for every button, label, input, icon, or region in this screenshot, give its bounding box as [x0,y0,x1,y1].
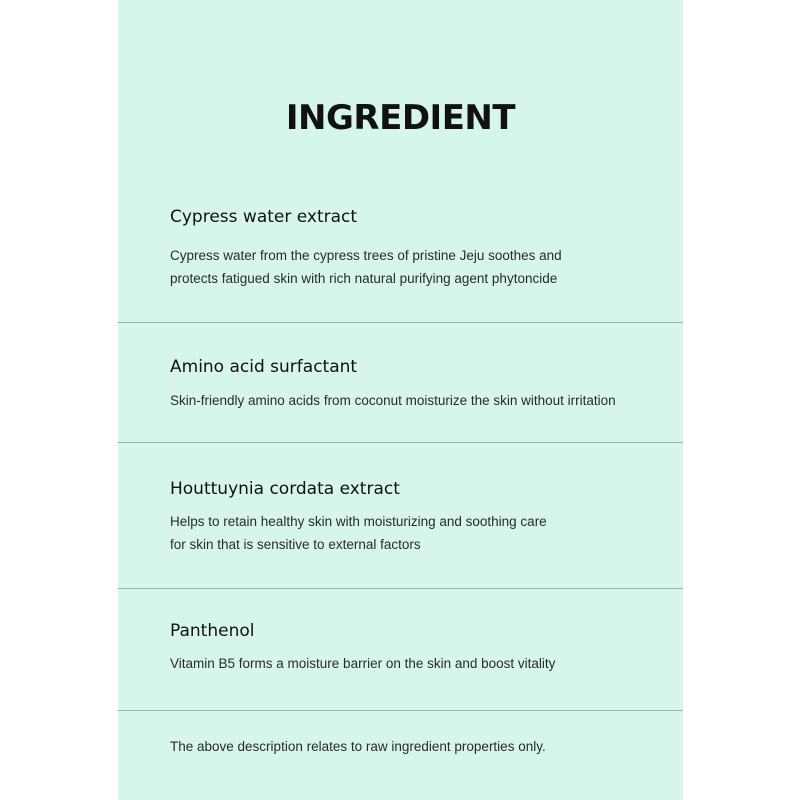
description-line: Helps to retain healthy skin with moisturizing and soothing care [170,514,547,529]
section-divider [118,442,683,443]
section-divider [118,588,683,589]
ingredient-description [170,244,670,290]
description-line: Vitamin B5 forms a moisture barrier on the skin and boost vitality [170,656,556,671]
ingredient-description [170,389,670,412]
description-line: for skin that is sensitive to external factors [170,537,421,552]
page-title: INGREDIENT [285,98,516,138]
ingredient-section-amino [170,356,670,412]
ingredient-name: Panthenol [170,621,255,641]
section-divider [118,710,683,711]
ingredient-section-houttuynia [170,478,670,556]
ingredient-name: Houttuynia cordata extract [170,479,400,499]
ingredient-section-panthenol [170,620,670,675]
disclaimer-note: The above description relates to raw ingredient properties only. [170,739,546,754]
ingredient-name: Cypress water extract [170,207,358,227]
ingredient-name: Amino acid surfactant [170,357,358,377]
description-line: Cypress water from the cypress trees of pristine Jeju soothes and [170,248,562,263]
description-line: Skin-friendly amino acids from coconut moisturize the skin without irritation [170,393,616,408]
ingredient-description [170,652,670,675]
section-divider [118,322,683,323]
ingredient-panel [118,0,683,800]
ingredient-description [170,510,670,556]
description-line: protects fatigued skin with rich natural purifying agent phytoncide [170,271,558,286]
ingredient-section-cypress [170,206,670,290]
